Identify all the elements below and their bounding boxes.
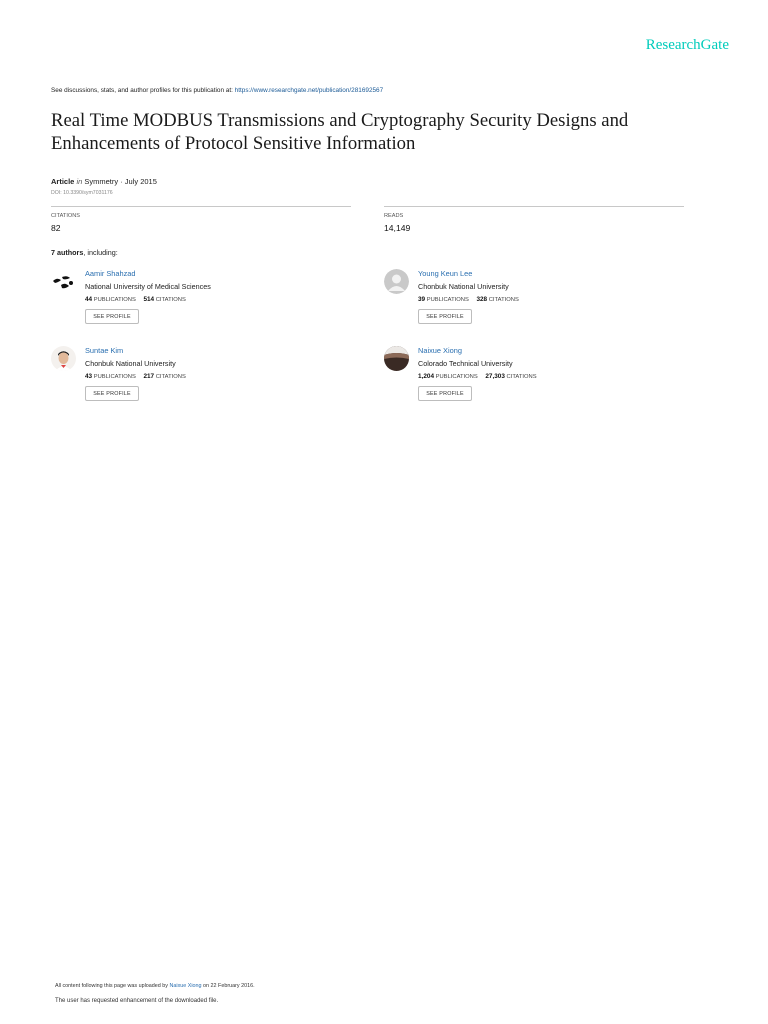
author-stats xyxy=(418,373,537,380)
author-citations-count: 217 xyxy=(143,373,155,380)
author-institution: National University of Medical Sciences xyxy=(85,282,211,291)
see-profile-button[interactable]: SEE PROFILE xyxy=(85,386,139,401)
author-publications-count: 1,204 xyxy=(418,373,434,380)
avatar-image-icon xyxy=(51,269,76,294)
author-publications-count: 39 xyxy=(418,296,426,303)
avatar-photo-icon xyxy=(51,346,76,371)
citations-label: CITATIONS xyxy=(506,374,537,380)
default-avatar-icon xyxy=(384,269,409,294)
author-name[interactable]: Suntae Kim xyxy=(85,346,124,355)
upload-prefix: All content following this page was uploaded by xyxy=(55,983,170,989)
page-title: Real Time MODBUS Transmissions and Cryptography Security Designs and Enhancements of Protocol Sensitive Information xyxy=(51,110,629,154)
reads-divider xyxy=(384,206,684,207)
authors-count: 7 authors xyxy=(51,248,84,257)
author-avatar[interactable] xyxy=(384,269,409,294)
publications-label: PUBLICATIONS xyxy=(93,374,136,380)
author-avatar[interactable] xyxy=(51,346,76,371)
author-institution: Chonbuk National University xyxy=(85,359,176,368)
publications-label: PUBLICATIONS xyxy=(93,297,136,303)
article-in: in xyxy=(76,177,83,186)
citations-label: CITATIONS xyxy=(155,297,186,303)
publication-link[interactable]: https://www.researchgate.net/publication/281692567 xyxy=(234,87,384,94)
author-avatar[interactable] xyxy=(51,269,76,294)
article-meta xyxy=(51,177,157,186)
author-name[interactable]: Young Keun Lee xyxy=(418,269,473,278)
authors-suffix: , including: xyxy=(83,248,118,257)
publications-label: PUBLICATIONS xyxy=(435,374,478,380)
upload-suffix: on 22 February 2016. xyxy=(201,983,255,989)
author-citations-count: 328 xyxy=(476,296,488,303)
publications-label: PUBLICATIONS xyxy=(426,297,469,303)
citations-divider xyxy=(51,206,351,207)
see-profile-button[interactable]: SEE PROFILE xyxy=(418,386,472,401)
author-stats xyxy=(85,373,186,380)
author-name[interactable]: Aamir Shahzad xyxy=(85,269,136,278)
article-doi: DOI: 10.3390/sym7031176 xyxy=(51,190,113,196)
author-card xyxy=(51,269,351,333)
citations-value: 82 xyxy=(51,223,61,233)
authors-header xyxy=(51,248,118,257)
author-card xyxy=(384,346,684,410)
see-profile-button[interactable]: SEE PROFILE xyxy=(418,309,472,324)
reads-value: 14,149 xyxy=(384,223,411,233)
citations-label: CITATIONS xyxy=(51,213,81,219)
author-publications-count: 44 xyxy=(85,296,93,303)
discussion-text: See discussions, stats, and author profiles for this publication at: xyxy=(51,87,235,94)
article-type: Article xyxy=(51,177,75,186)
author-institution: Colorado Technical University xyxy=(418,359,513,368)
author-publications-count: 43 xyxy=(85,373,93,380)
article-venue: Symmetry · July 2015 xyxy=(84,177,157,186)
citations-label: CITATIONS xyxy=(155,374,186,380)
author-institution: Chonbuk National University xyxy=(418,282,509,291)
see-profile-button[interactable]: SEE PROFILE xyxy=(85,309,139,324)
uploader-link[interactable]: Naixue Xiong xyxy=(169,983,202,989)
reads-label: READS xyxy=(384,213,404,219)
author-citations-count: 27,303 xyxy=(485,373,505,380)
avatar-photo-icon xyxy=(384,346,409,371)
author-stats xyxy=(418,296,519,303)
author-card xyxy=(384,269,684,333)
author-card xyxy=(51,346,351,410)
author-stats xyxy=(85,296,186,303)
author-name[interactable]: Naixue Xiong xyxy=(418,346,462,355)
author-avatar[interactable] xyxy=(384,346,409,371)
upload-note xyxy=(55,983,255,989)
citations-label: CITATIONS xyxy=(488,297,519,303)
enhancement-note: The user has requested enhancement of the downloaded file. xyxy=(55,998,219,1004)
researchgate-logo[interactable]: ResearchGate xyxy=(645,37,729,53)
author-citations-count: 514 xyxy=(143,296,155,303)
discussion-line xyxy=(51,87,383,94)
